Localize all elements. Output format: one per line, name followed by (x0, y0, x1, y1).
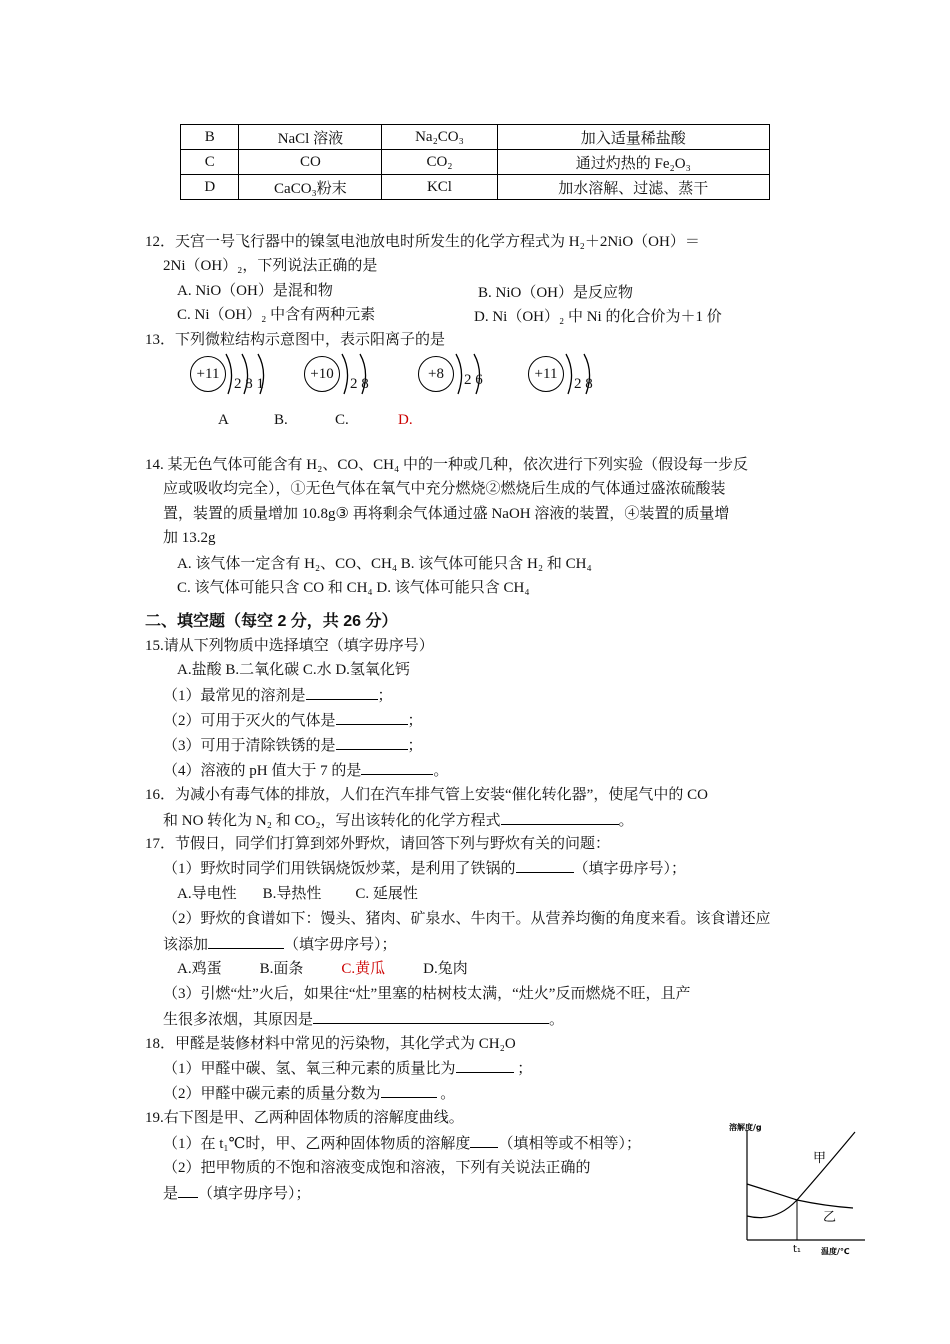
q18-sub2-text: （2）甲醛中碳元素的质量分数为 (163, 1086, 381, 1102)
answer-blank[interactable] (306, 685, 378, 700)
q12-option-c: C. Ni（OH）₂ 中含有两种元素 (177, 307, 376, 323)
atom-label-a: A (218, 412, 229, 428)
q12-line1: 12．天宫一号飞行器中的镍氢电池放电时所发生的化学方程式为 H₂＋2NiO（OH）＝ (145, 234, 700, 250)
atom-label-d: D. (398, 412, 413, 428)
x-axis-label: 温度/℃ (821, 1247, 850, 1256)
table-cell: D (181, 175, 239, 200)
electron-numbers: 2 8 (574, 376, 593, 392)
q14-line1: 14. 某无色气体可能含有 H₂、CO、CH₄ 中的一种或几种，依次进行下列实验（假设每一步反 (145, 457, 748, 473)
answer-blank[interactable] (361, 760, 433, 775)
q17-sub2-tail: （填字毋序号）； (284, 937, 397, 953)
electron-numbers: 2 8 (350, 376, 369, 392)
q18-sub1-text: （1）甲醛中碳、氢、氧三种元素的质量比为 (163, 1061, 456, 1077)
q17-sub1-tail: （填字毋序号）； (573, 861, 687, 877)
electron-numbers: 2 6 (464, 372, 483, 388)
q13-stem: 13．下列微粒结构示意图中，表示阳离子的是 (145, 332, 446, 348)
option: D.兔肉 (423, 961, 468, 977)
q17-sub1 (163, 858, 686, 879)
answer-blank[interactable] (470, 1133, 498, 1148)
answer-blank[interactable] (208, 934, 284, 949)
answer-blank[interactable] (336, 735, 408, 750)
nucleus: +11 (528, 356, 564, 392)
q15-sub2: （2）可用于灭火的气体是 ； (163, 710, 423, 731)
q14-options-cd: C. 该气体可能只含 CO 和 CH₄ D. 该气体可能只含 CH₄ (177, 580, 530, 596)
nucleus: +10 (304, 356, 340, 392)
electron-numbers: 2 8 1 (234, 376, 264, 392)
nucleus: +8 (418, 356, 454, 392)
q12-option-d: D. Ni（OH）₂ 中 Ni 的化合价为＋1 价 (474, 309, 722, 325)
q17-sub3-text: 生很多浓烟，其原因是 (163, 1012, 314, 1028)
option: A.鸡蛋 (177, 961, 222, 977)
q14-line2: 应或吸收均完全），①无色气体在氧气中充分燃烧②燃烧后生成的气体通过盛浓硫酸装 (163, 481, 726, 497)
q12-line2: 2Ni（OH）₂，下列说法正确的是 (163, 258, 378, 274)
q19-stem: 19.右下图是甲、乙两种固体物质的溶解度曲线。 (145, 1110, 464, 1126)
q17-stem: 17．节假日，同学们打算到郊外野炊，请回答下列与野炊有关的问题： (145, 836, 611, 852)
q19-sub2-tail: （填字毋序号）； (198, 1186, 311, 1202)
q17-sub3-line2: 生很多浓烟，其原因是 。 (163, 1009, 564, 1030)
q19-sub1 (163, 1133, 641, 1154)
q17-sub2-line2 (163, 934, 397, 955)
q18-sub1: （1）甲醛中碳、氢、氧三种元素的质量比为 ； (163, 1058, 532, 1079)
q19-sub1-tail: （填相等或不相等）； (498, 1136, 641, 1152)
atom-label-b: B. (274, 412, 288, 428)
series-yi-label: 乙 (823, 1210, 837, 1225)
q15-sub2-text: （2）可用于灭火的气体是 (163, 713, 336, 729)
q14-line4: 加 13.2g (163, 530, 216, 546)
x-tick-label: t₁ (793, 1244, 801, 1255)
q16-line2: 和 NO 转化为 N₂ 和 CO₂，写出该转化的化学方程式 。 (163, 810, 634, 831)
table-cell: 加入适量稀盐酸 (497, 125, 769, 150)
q14-options-ab: A. 该气体一定含有 H₂、CO、CH₄ B. 该气体可能只含 H₂ 和 CH₄ (177, 556, 592, 572)
y-axis-label: 溶解度/g (729, 1123, 762, 1132)
series-jia-line (747, 1132, 855, 1218)
table-cell: C (181, 150, 239, 175)
option: C. 延展性 (355, 886, 418, 902)
option: C.黄瓜 (341, 961, 386, 977)
series-jia-label: 甲 (813, 1151, 827, 1166)
q17-sub3-line1: （3）引燃“灶”火后，如果往“灶”里塞的枯树枝太满，“灶火”反而燃烧不旺，且产 (163, 986, 691, 1002)
table-cell: CO₂ (382, 150, 497, 175)
q19-sub2-line2 (163, 1183, 311, 1204)
q17-sub1-options (177, 884, 418, 904)
section-title: 二、填空题（每空 2 分，共 26 分） (145, 613, 398, 630)
answer-blank[interactable] (456, 1058, 514, 1073)
q15-stem: 15.请从下列物质中选择填空（填字毋序号） (145, 638, 434, 654)
option: B.面条 (259, 961, 304, 977)
table-row (181, 150, 770, 175)
q18-sub2: （2）甲醛中碳元素的质量分数为 。 (163, 1083, 455, 1104)
table-cell: CO (239, 150, 382, 175)
table-cell: KCl (382, 175, 497, 200)
table-row (181, 125, 770, 150)
q15-sub4-text: （4）溶液的 pH 值大于 7 的是 (163, 763, 362, 779)
q17-sub2-options (177, 959, 468, 979)
nucleus: +11 (190, 356, 226, 392)
q16-line2-text: 和 NO 转化为 N₂ 和 CO₂，写出该转化的化学方程式 (163, 813, 501, 829)
q17-sub2-text: 该添加 (163, 937, 209, 953)
q12-option-a: A. NiO（OH）是混和物 (177, 283, 333, 299)
solubility-chart (725, 1118, 875, 1258)
atom-label-c: C. (335, 412, 349, 428)
q15-sub1: （1）最常见的溶剂是 ； (163, 685, 393, 706)
table-cell: B (181, 125, 239, 150)
q15-sub4: （4）溶液的 pH 值大于 7 的是 。 (163, 760, 448, 781)
q17-sub2-line1: （2）野炊的食谱如下：馒头、猪肉、矿泉水、牛肉干。从营养均衡的角度来看。该食谱还应 (163, 911, 771, 927)
q19-sub2-text: 是 (163, 1186, 179, 1202)
q15-sub1-text: （1）最常见的溶剂是 (163, 688, 306, 704)
answer-blank[interactable] (313, 1009, 549, 1024)
table-cell: NaCl 溶液 (239, 125, 382, 150)
answer-blank[interactable] (516, 858, 574, 873)
q18-stem: 18．甲醛是装修材料中常见的污染物，其化学式为 CH₂O (145, 1036, 516, 1052)
q16-line1: 16．为减小有毒气体的排放，人们在汽车排气管上安装“催化转化器”，使尾气中的 CO (145, 787, 708, 803)
q17-sub1-text: （1）野炊时同学们用铁锅烧饭炒菜，是利用了铁锅的 (163, 861, 516, 877)
table-cell: 通过灼热的 Fe₂O₃ (497, 150, 769, 175)
q15-options: A.盐酸 B.二氧化碳 C.水 D.氢氧化钙 (177, 662, 410, 678)
q15-sub3-text: （3）可用于清除铁锈的是 (163, 738, 336, 754)
answer-blank[interactable] (381, 1083, 437, 1098)
q15-sub3: （3）可用于清除铁锈的是 ； (163, 735, 423, 756)
option: B.导热性 (262, 886, 322, 902)
table-row (181, 175, 770, 200)
options-table (180, 124, 770, 200)
table-cell: 加水溶解、过滤、蒸干 (497, 175, 769, 200)
q19-sub2-line1: （2）把甲物质的不饱和溶液变成饱和溶液，下列有关说法正确的 (163, 1160, 591, 1176)
answer-blank[interactable] (501, 810, 619, 825)
q14-line3: 置，装置的质量增加 10.8g③ 再将剩余气体通过盛 NaOH 溶液的装置，④装置的质量增 (163, 506, 730, 522)
table-cell: CaCO₃粉末 (239, 175, 382, 200)
table-cell: Na₂CO₃ (382, 125, 497, 150)
answer-blank[interactable] (336, 710, 408, 725)
q19-sub1-text: （1）在 t₁℃时，甲、乙两种固体物质的溶解度 (163, 1136, 471, 1152)
answer-blank[interactable] (178, 1183, 198, 1198)
q12-option-b: B. NiO（OH）是反应物 (478, 285, 634, 301)
option: A.导电性 (177, 886, 237, 902)
